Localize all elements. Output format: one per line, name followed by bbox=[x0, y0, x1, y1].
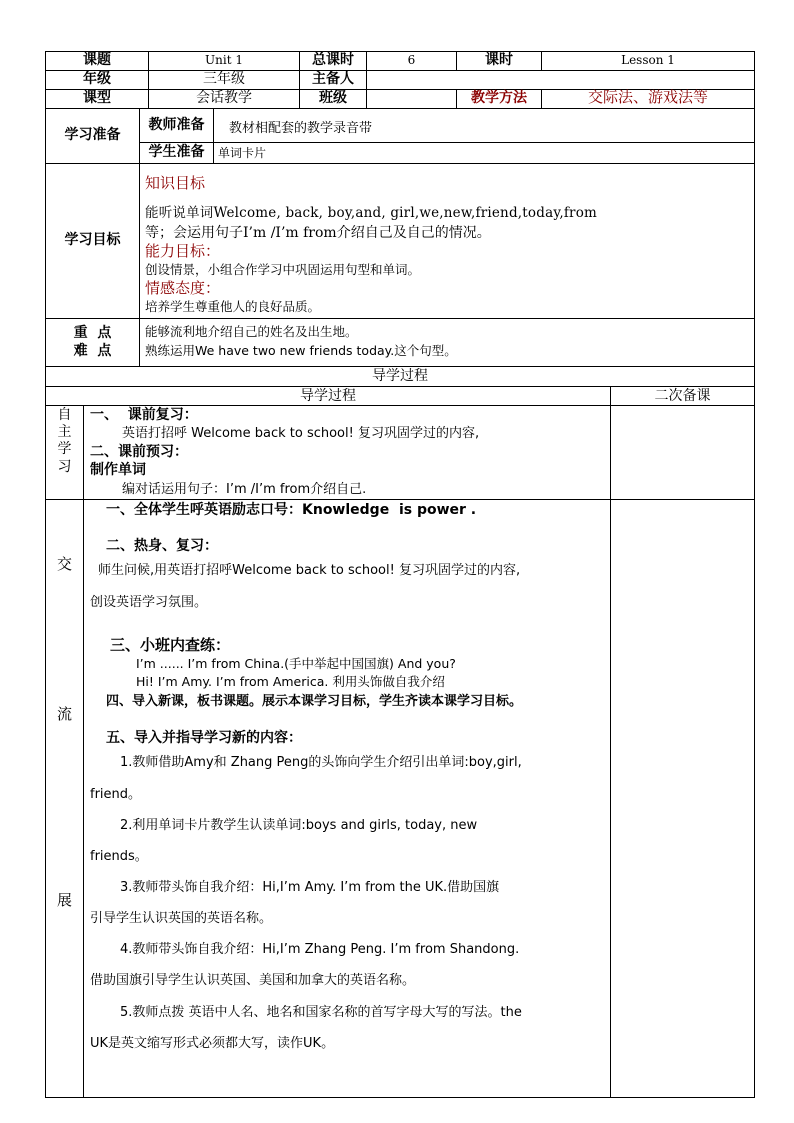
exchange-item-3-line-2: 引导学生认识英国的英语名称。 bbox=[90, 911, 273, 926]
self-study-text-1: 英语打招呼 Welcome back to school! 复习巩固学过的内容, bbox=[122, 426, 480, 441]
total-hours-label: 总课时 bbox=[312, 52, 354, 68]
self-study-heading-2: 二、课前预习： bbox=[90, 444, 188, 460]
grade-label: 年级 bbox=[83, 71, 111, 87]
prep-label: 学习准备 bbox=[64, 127, 121, 143]
grade-value: 三年级 bbox=[203, 71, 245, 87]
table-border-bottom bbox=[45, 1097, 755, 1098]
row-divider bbox=[45, 386, 755, 387]
exchange-item-2-line-1: 2.利用单词卡片教学生认读单词:boys and girls, today, new bbox=[120, 818, 478, 833]
exchange-item-1-line-1: 1.教师借助Amy和 Zhang Peng的头饰向学生介绍引出单词:boy,girl, bbox=[120, 755, 522, 770]
emotion-text: 培养学生尊重他人的良好品质。 bbox=[145, 299, 321, 314]
self-study-heading-3: 制作单词 bbox=[90, 462, 146, 478]
type-label: 课型 bbox=[83, 90, 111, 106]
goals-label: 学习目标 bbox=[64, 232, 121, 248]
self-study-text-2: 编对话运用句子：I’m /I’m from介绍自己. bbox=[122, 482, 367, 497]
col-divider bbox=[83, 405, 84, 1097]
difficulty-label: 难 点 bbox=[73, 343, 112, 359]
self-study-label-char: 习 bbox=[57, 459, 72, 475]
self-study-label-char: 学 bbox=[57, 441, 72, 457]
process-column-header: 导学过程 bbox=[300, 388, 356, 404]
exchange-item-4-line-1: 4.教师带头饰自我介绍：Hi,I’m Zhang Peng. I’m from Shandong. bbox=[120, 942, 520, 957]
knowledge-line-1: 能听说单词Welcome, back, boy,and, girl,we,new,friend,today,from bbox=[145, 205, 598, 221]
self-study-label-char: 主 bbox=[57, 424, 72, 440]
row-divider bbox=[45, 163, 755, 164]
total-hours-value: 6 bbox=[407, 53, 416, 67]
key-point-text: 能够流利地介绍自己的姓名及出生地。 bbox=[145, 324, 358, 339]
student-prep-label: 学生准备 bbox=[148, 144, 205, 160]
exchange-step-2-text-2: 创设英语学习氛围。 bbox=[90, 595, 208, 610]
table-border-left bbox=[45, 51, 46, 1098]
self-study-heading-1: 一、 课前复习： bbox=[90, 407, 198, 423]
exchange-step-2: 二、热身、复习： bbox=[106, 538, 218, 554]
lesson-label: 课时 bbox=[485, 52, 513, 68]
ability-title: 能力目标： bbox=[145, 242, 221, 260]
exchange-label-char: 展 bbox=[56, 891, 72, 909]
key-point-label: 重 点 bbox=[73, 325, 112, 341]
method-label: 教学方法 bbox=[471, 90, 527, 106]
notes-column-header: 二次备课 bbox=[654, 388, 711, 404]
preparer-label: 主备人 bbox=[312, 71, 354, 87]
topic-value: Unit 1 bbox=[205, 53, 243, 67]
type-value: 会话教学 bbox=[196, 90, 252, 106]
row-divider bbox=[45, 499, 755, 500]
knowledge-title: 知识目标 bbox=[145, 174, 206, 192]
process-section-title: 导学过程 bbox=[372, 368, 428, 384]
exchange-label-char: 交 bbox=[56, 555, 72, 573]
exchange-step-2-text-1: 师生问候,用英语打招呼Welcome back to school! 复习巩固学过的内容, bbox=[98, 563, 521, 578]
ability-text: 创设情景，小组合作学习中巩固运用句型和单词。 bbox=[145, 262, 421, 277]
teacher-prep-value: 教材相配套的教学录音带 bbox=[229, 121, 373, 136]
student-prep-value: 单词卡片 bbox=[218, 146, 267, 160]
exchange-label-char: 流 bbox=[56, 705, 72, 723]
exchange-step-3: 三、小班内查练： bbox=[110, 636, 231, 654]
exchange-item-5-line-1: 5.教师点拨 英语中人名、地名和国家名称的首写字母大写的写法。the bbox=[120, 1005, 522, 1020]
row-divider bbox=[45, 70, 755, 71]
row-divider bbox=[139, 142, 755, 143]
table-border-top bbox=[45, 51, 755, 52]
knowledge-line-2: 等；会运用句子I’m /I’m from介绍自己及自己的情况。 bbox=[145, 225, 491, 241]
method-value: 交际法、游戏法等 bbox=[587, 88, 708, 106]
exchange-item-2-line-2: friends。 bbox=[90, 849, 148, 864]
exchange-item-4-line-2: 借助国旗引导学生认识英国、美国和加拿大的英语名称。 bbox=[90, 973, 416, 988]
exchange-step-3-text-1: I’m ...... I’m from China.(手中举起中国国旗) And you? bbox=[136, 656, 456, 671]
lesson-value: Lesson 1 bbox=[621, 53, 675, 67]
row-divider bbox=[45, 405, 755, 406]
row-divider bbox=[45, 366, 755, 367]
exchange-item-3-line-1: 3.教师带头饰自我介绍：Hi,I’m Amy. I’m from the UK.借助国旗 bbox=[120, 880, 500, 895]
exchange-item-5-line-2: UK是英文缩写形式必须都大写，读作UK。 bbox=[90, 1036, 335, 1051]
table-border-right bbox=[754, 51, 755, 1098]
class-label: 班级 bbox=[319, 90, 347, 106]
row-divider bbox=[45, 318, 755, 319]
self-study-label-char: 自 bbox=[57, 407, 72, 423]
exchange-step-1: 一、全体学生呼英语励志口号：Knowledge is power . bbox=[106, 502, 477, 518]
col-divider bbox=[213, 108, 214, 163]
exchange-step-5: 五、导入并指导学习新的内容： bbox=[106, 730, 302, 746]
teacher-prep-label: 教师准备 bbox=[148, 117, 205, 133]
difficulty-text: 熟练运用We have two new friends today.这个句型。 bbox=[145, 343, 457, 358]
col-divider bbox=[610, 386, 611, 1098]
topic-label: 课题 bbox=[83, 52, 111, 68]
exchange-step-4: 四、导入新课，板书课题。展示本课学习目标，学生齐读本课学习目标。 bbox=[106, 694, 523, 709]
exchange-step-3-text-2: Hi! I’m Amy. I’m from America. 利用头饰做自我介绍 bbox=[136, 674, 445, 689]
exchange-item-1-line-2: friend。 bbox=[90, 787, 142, 802]
row-divider bbox=[45, 108, 755, 109]
emotion-title: 情感态度： bbox=[145, 279, 221, 297]
